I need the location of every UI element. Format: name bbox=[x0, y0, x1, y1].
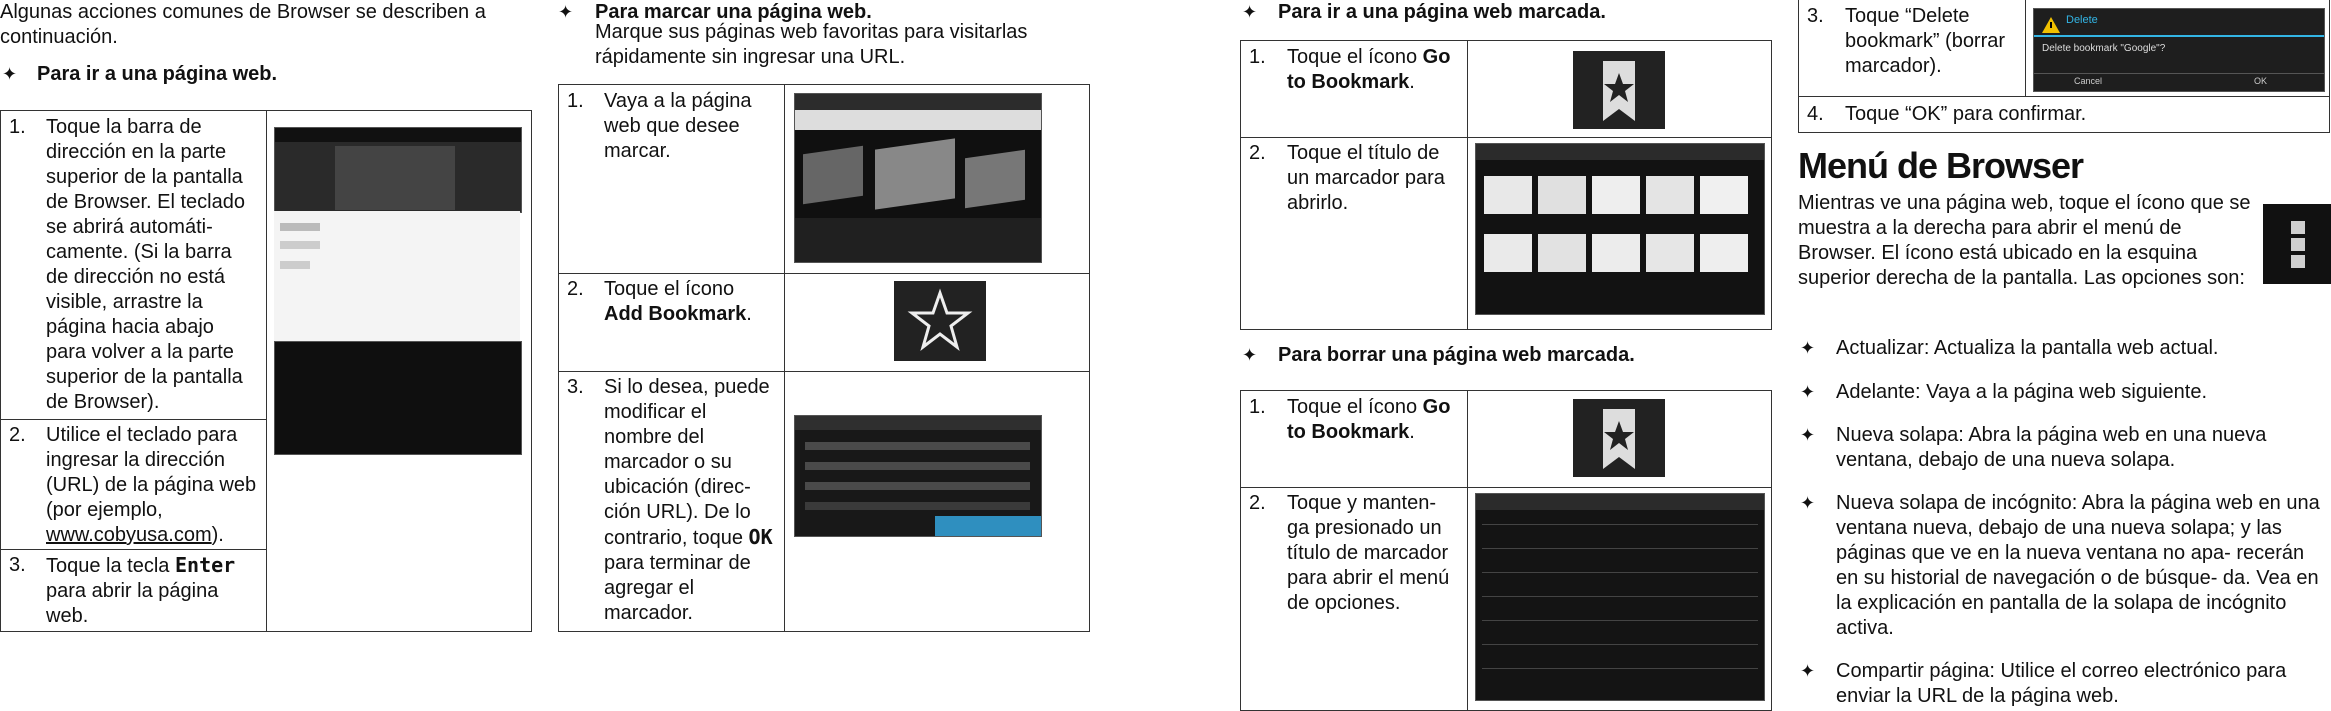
key-label: OK bbox=[748, 525, 773, 549]
divider bbox=[1467, 41, 1468, 329]
step-number: 1. bbox=[1249, 46, 1266, 68]
browser-menu-title: Menú de Browser bbox=[1798, 145, 2084, 186]
coby-webpage-screenshot bbox=[794, 93, 1042, 263]
dialog-message: Delete bookmark "Google"? bbox=[2042, 43, 2166, 54]
menu-overflow-icon bbox=[2263, 204, 2331, 284]
divider bbox=[1241, 487, 1771, 488]
bullet-icon: ✦ bbox=[1800, 338, 1816, 358]
option-item: Compartir página: Utilice el correo electrónico para enviar la URL de la página web. bbox=[1836, 660, 2287, 707]
divider bbox=[784, 85, 785, 631]
step-number: 3. bbox=[567, 376, 584, 398]
col3-heading1: Para ir a una página web marcada. bbox=[1278, 1, 1606, 23]
step-bold: Go to Bookmark bbox=[1287, 396, 1451, 443]
step-number: 4. bbox=[1807, 103, 1824, 125]
dialog-cancel-button[interactable]: Cancel bbox=[2074, 76, 2103, 86]
col3-heading2: Para borrar una página web marcada. bbox=[1278, 344, 1635, 366]
step-bold: Add Bookmark bbox=[604, 303, 747, 325]
col3-steps-table-1 bbox=[1240, 40, 1772, 330]
step-number: 2. bbox=[9, 424, 26, 446]
step-text-post: . bbox=[1409, 71, 1415, 93]
dialog-ok-button[interactable]: OK bbox=[2254, 76, 2268, 86]
step-text-pre: Toque el ícono bbox=[1287, 396, 1423, 418]
step-text-pre: Toque el ícono bbox=[604, 278, 735, 300]
bookmark-context-menu-screenshot bbox=[1475, 493, 1765, 701]
warning-icon bbox=[2042, 15, 2060, 31]
divider bbox=[1, 419, 266, 420]
step-text-pre: Toque la tecla bbox=[46, 555, 175, 577]
col1-intro: Algunas acciones comunes de Browser se describen a continuación. bbox=[0, 1, 486, 48]
divider bbox=[559, 371, 1089, 372]
step-text: Toque “OK” para confirmar. bbox=[1845, 103, 2087, 125]
bullet-icon: ✦ bbox=[558, 2, 574, 22]
step-number: 2. bbox=[567, 278, 584, 300]
step-number: 2. bbox=[1249, 142, 1266, 164]
step-text-post: para terminar de agregar el marcador. bbox=[604, 552, 751, 624]
col1-heading: Para ir a una página web. bbox=[37, 63, 278, 85]
bullet-icon: ✦ bbox=[1242, 2, 1258, 22]
bullet-icon: ✦ bbox=[1800, 493, 1816, 513]
step-number: 2. bbox=[1249, 492, 1266, 514]
step-text-post: para abrir la página web. bbox=[46, 580, 219, 627]
go-to-bookmark-icon bbox=[1573, 51, 1665, 129]
step-text: Toque la barra de dirección en la parte superior de la pantalla de Browser. El teclado se abrirá automáti- camente. (Si la barra de dirección no está visible, arrastre la página hacia abajo para volver a la parte superior de la pantalla de Browser). bbox=[46, 116, 245, 413]
divider bbox=[1799, 96, 2329, 97]
col4-steps-table bbox=[1798, 0, 2330, 133]
step-number: 1. bbox=[9, 116, 26, 138]
step-text: Toque el título de un marcador para abrirlo. bbox=[1287, 142, 1445, 214]
step-text bbox=[1287, 45, 1463, 95]
step-text-main: Utilice el teclado para ingresar la dirección (URL) de la página web (por ejemplo, bbox=[46, 424, 257, 521]
browser-menu-intro: Mientras ve una página web, toque el ícono que se muestra a la derecha para abrir el menú de Browser. El ícono está ubicado en la esquina superior derecha de la pantalla. Las opciones son: bbox=[1798, 192, 2251, 289]
step-text bbox=[604, 375, 776, 626]
step-number: 3. bbox=[9, 554, 26, 576]
col1-steps-table bbox=[0, 110, 532, 632]
step-number: 1. bbox=[1249, 396, 1266, 418]
step-number: 3. bbox=[1807, 5, 1824, 27]
bullet-icon: ✦ bbox=[1800, 382, 1816, 402]
dialog-title: Delete bbox=[2066, 14, 2098, 26]
col2-steps-table bbox=[558, 84, 1090, 632]
col2-heading: Para marcar una página web. bbox=[595, 1, 872, 23]
col2-subtext: Marque sus páginas web favoritas para visitarlas rápidamente sin ingresar una URL. bbox=[595, 21, 1028, 68]
option-item: Nueva solapa de incógnito: Abra la página web en una ventana nueva, debajo de una nueva solapa; y las páginas que ve en la nueva ventana no apa- recerán en su historial de navegación o de búsque- da. Vea en la explicación en pantalla de la solapa de incógnito activa. bbox=[1836, 492, 2320, 639]
keyboard-screenshot bbox=[274, 341, 522, 455]
step-text-pre: Toque el ícono bbox=[1287, 46, 1423, 68]
step-number: 1. bbox=[567, 90, 584, 112]
browser-address-screenshot bbox=[274, 127, 522, 213]
step-text bbox=[604, 277, 776, 327]
step-bold: Go to Bookmark bbox=[1287, 46, 1451, 93]
step-text: Toque y manten- ga presionado un título de marcador para abrir el menú de opciones. bbox=[1287, 492, 1450, 614]
add-bookmark-star-icon bbox=[894, 281, 986, 361]
option-item: Adelante: Vaya a la página web siguiente. bbox=[1836, 381, 2208, 403]
step-text bbox=[46, 553, 258, 629]
delete-dialog-screenshot bbox=[2033, 8, 2325, 92]
option-item: Nueva solapa: Abra la página web en una nueva ventana, debajo de una nueva solapa. bbox=[1836, 424, 2267, 471]
bookmarks-grid-screenshot bbox=[1475, 143, 1765, 315]
divider bbox=[1, 549, 266, 550]
step-text bbox=[46, 423, 258, 548]
step-text-post: . bbox=[1409, 421, 1415, 443]
step-text: Vaya a la página web que desee marcar. bbox=[604, 90, 752, 162]
go-to-bookmark-icon bbox=[1573, 399, 1665, 477]
bullet-icon: ✦ bbox=[1800, 425, 1816, 445]
step-text-tail: ). bbox=[211, 524, 224, 546]
col3-steps-table-2 bbox=[1240, 390, 1772, 711]
key-label: Enter bbox=[174, 553, 236, 577]
step-text bbox=[1287, 395, 1463, 445]
bullet-icon: ✦ bbox=[2, 64, 18, 84]
step-text: Toque “Delete bookmark” (borrar marcador). bbox=[1845, 5, 2006, 77]
bullet-icon: ✦ bbox=[1242, 345, 1258, 365]
bookmark-dialog-screenshot bbox=[794, 415, 1042, 537]
divider bbox=[559, 273, 1089, 274]
example-link[interactable]: www.cobyusa.com bbox=[46, 524, 212, 546]
divider bbox=[266, 111, 267, 631]
step-text-pre: Si lo desea, puede modificar el nombre del marcador o su ubicación (direc- ción URL). De lo contrario, toque bbox=[604, 376, 770, 549]
divider bbox=[1467, 391, 1468, 711]
option-item: Actualizar: Actualiza la pantalla web actual. bbox=[1836, 337, 2219, 359]
webpage-preview bbox=[274, 211, 520, 341]
divider bbox=[1241, 137, 1771, 138]
divider bbox=[2025, 0, 2026, 96]
bullet-icon: ✦ bbox=[1800, 661, 1816, 681]
step-text-post: . bbox=[746, 303, 752, 325]
